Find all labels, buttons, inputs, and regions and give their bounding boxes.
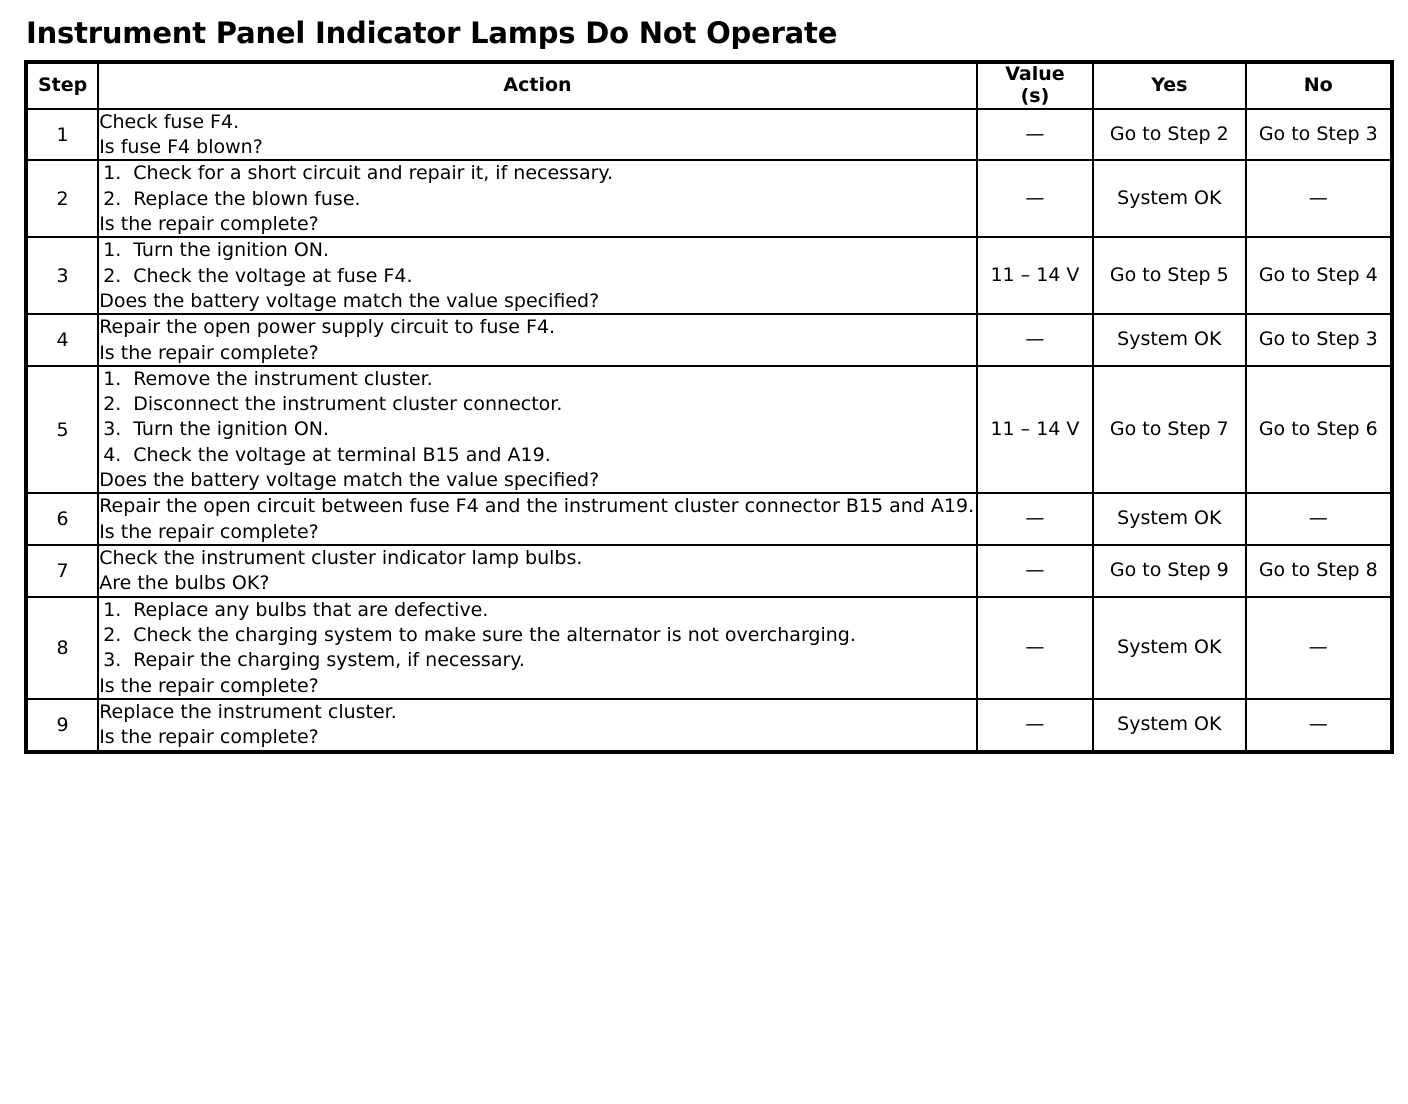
action-question: Is the repair complete? xyxy=(99,674,319,697)
cell-action xyxy=(98,699,977,752)
cell-no: Go to Step 6 xyxy=(1246,366,1392,494)
table-row xyxy=(26,366,1392,494)
cell-step: 9 xyxy=(26,699,98,752)
action-step-text: Check for a short circuit and repair it, if necessary. xyxy=(133,162,613,185)
cell-step: 3 xyxy=(26,237,98,314)
cell-value: — xyxy=(977,699,1093,752)
column-header-action: Action xyxy=(98,62,977,109)
cell-action xyxy=(98,493,977,545)
diagnostic-table xyxy=(24,60,1394,754)
cell-yes: Go to Step 5 xyxy=(1093,237,1245,314)
table-row xyxy=(26,160,1392,237)
cell-yes: System OK xyxy=(1093,597,1245,699)
action-step-number: 1. xyxy=(103,367,122,390)
column-header-value-line2: (s) xyxy=(1020,84,1050,107)
action-line: Replace the instrument cluster. xyxy=(99,700,397,723)
action-step-number: 4. xyxy=(103,443,122,466)
action-step-number: 1. xyxy=(103,162,122,185)
action-question: Does the battery voltage match the value specified? xyxy=(99,289,600,312)
action-step-text: Disconnect the instrument cluster connector. xyxy=(133,393,563,416)
cell-step: 4 xyxy=(26,314,98,366)
action-question: Is the repair complete? xyxy=(99,341,319,364)
cell-action xyxy=(98,160,977,237)
action-step-number: 2. xyxy=(103,393,122,416)
action-step-text: Turn the ignition ON. xyxy=(133,239,330,262)
cell-value: — xyxy=(977,109,1093,161)
column-header-step: Step xyxy=(26,62,98,109)
action-question: Is fuse F4 blown? xyxy=(99,136,263,158)
action-step-number: 2. xyxy=(103,623,122,646)
cell-action xyxy=(98,366,977,494)
cell-no: — xyxy=(1246,699,1392,752)
table-row xyxy=(26,699,1392,752)
cell-no: — xyxy=(1246,160,1392,237)
cell-value: — xyxy=(977,493,1093,545)
action-step-text: Check the charging system to make sure the alternator is not overcharging. xyxy=(133,623,856,646)
action-step-text: Replace any bulbs that are defective. xyxy=(133,598,489,621)
action-line: Check fuse F4. xyxy=(99,110,240,133)
action-step-number: 2. xyxy=(103,264,122,287)
action-step-list xyxy=(99,598,976,673)
action-step-number: 1. xyxy=(103,239,122,262)
table-header-row xyxy=(26,62,1392,109)
cell-step: 2 xyxy=(26,160,98,237)
cell-value: — xyxy=(977,545,1093,597)
column-header-value-line1: Value xyxy=(1005,63,1065,85)
cell-yes: System OK xyxy=(1093,699,1245,752)
cell-step: 8 xyxy=(26,597,98,699)
table-row xyxy=(26,314,1392,366)
action-step-item xyxy=(99,392,976,416)
action-step-text: Remove the instrument cluster. xyxy=(133,367,433,390)
action-step-list xyxy=(99,161,976,211)
column-header-value xyxy=(977,62,1093,109)
action-step-list xyxy=(99,238,976,288)
table-body xyxy=(26,109,1392,752)
action-step-item xyxy=(99,161,976,185)
cell-action xyxy=(98,545,977,597)
cell-yes: System OK xyxy=(1093,493,1245,545)
cell-no: Go to Step 8 xyxy=(1246,545,1392,597)
action-question: Is the repair complete? xyxy=(99,520,319,543)
cell-action xyxy=(98,109,977,161)
action-step-item xyxy=(99,187,976,211)
action-step-number: 2. xyxy=(103,187,122,210)
cell-step: 6 xyxy=(26,493,98,545)
action-step-item xyxy=(99,443,976,467)
action-step-text: Repair the charging system, if necessary. xyxy=(133,649,525,672)
action-question: Does the battery voltage match the value specified? xyxy=(99,469,600,492)
action-step-item xyxy=(99,648,976,672)
action-step-list xyxy=(99,367,976,467)
action-step-item xyxy=(99,264,976,288)
action-step-number: 3. xyxy=(103,649,122,672)
table-row xyxy=(26,597,1392,699)
cell-action xyxy=(98,597,977,699)
cell-value: — xyxy=(977,597,1093,699)
action-step-number: 1. xyxy=(103,598,122,621)
action-step-item xyxy=(99,417,976,441)
action-line: Repair the open power supply circuit to fuse F4. xyxy=(99,316,556,339)
cell-action xyxy=(98,237,977,314)
column-header-yes: Yes xyxy=(1093,62,1245,109)
action-step-text: Turn the ignition ON. xyxy=(133,418,330,441)
action-line: Check the instrument cluster indicator lamp bulbs. xyxy=(99,547,583,569)
action-question: Are the bulbs OK? xyxy=(99,572,270,595)
action-step-item xyxy=(99,598,976,622)
cell-step: 1 xyxy=(26,109,98,161)
table-row xyxy=(26,493,1392,545)
column-header-no: No xyxy=(1246,62,1392,109)
cell-value: — xyxy=(977,160,1093,237)
action-step-text: Replace the blown fuse. xyxy=(133,187,361,210)
page-title: Instrument Panel Indicator Lamps Do Not Operate xyxy=(26,16,838,50)
action-question: Is the repair complete? xyxy=(99,726,319,749)
table-row xyxy=(26,545,1392,597)
action-step-item xyxy=(99,238,976,262)
cell-yes: Go to Step 2 xyxy=(1093,109,1245,161)
action-step-item xyxy=(99,367,976,391)
cell-value: 11 – 14 V xyxy=(977,366,1093,494)
action-step-text: Check the voltage at terminal B15 and A19. xyxy=(133,443,551,466)
cell-no: Go to Step 3 xyxy=(1246,109,1392,161)
cell-step: 5 xyxy=(26,366,98,494)
table-row xyxy=(26,237,1392,314)
cell-value: — xyxy=(977,314,1093,366)
cell-yes: Go to Step 9 xyxy=(1093,545,1245,597)
cell-no: — xyxy=(1246,597,1392,699)
action-line: Repair the open circuit between fuse F4 and the instrument cluster connector B15 and A19. xyxy=(99,495,975,518)
cell-yes: Go to Step 7 xyxy=(1093,366,1245,494)
cell-no: Go to Step 4 xyxy=(1246,237,1392,314)
cell-no: — xyxy=(1246,493,1392,545)
cell-action xyxy=(98,314,977,366)
action-question: Is the repair complete? xyxy=(99,212,319,235)
cell-value: 11 – 14 V xyxy=(977,237,1093,314)
action-step-number: 3. xyxy=(103,418,122,441)
cell-no: Go to Step 3 xyxy=(1246,314,1392,366)
cell-step: 7 xyxy=(26,545,98,597)
action-step-text: Check the voltage at fuse F4. xyxy=(133,264,413,287)
action-step-item xyxy=(99,623,976,647)
cell-yes: System OK xyxy=(1093,314,1245,366)
table-row xyxy=(26,109,1392,161)
cell-yes: System OK xyxy=(1093,160,1245,237)
